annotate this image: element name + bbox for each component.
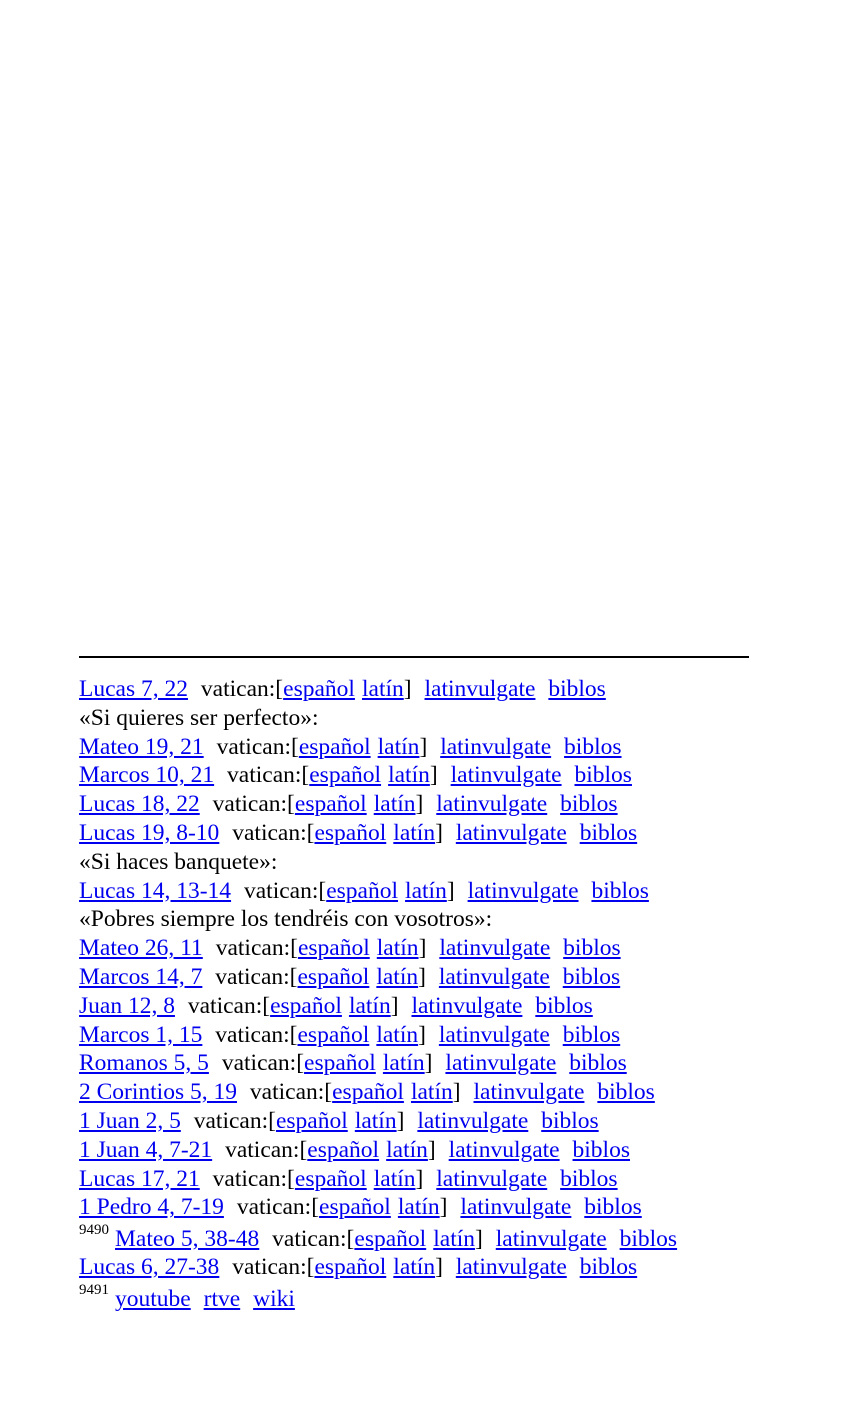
latinvulgate-link[interactable]: latinvulgate xyxy=(438,963,550,990)
latinvulgate-link[interactable]: latinvulgate xyxy=(460,1194,572,1221)
vatican-latin-link[interactable]: latín xyxy=(354,1107,397,1134)
vatican-latin-link[interactable]: latín xyxy=(373,791,416,818)
scripture-reference-link[interactable]: 2 Corintios 5, 19 xyxy=(79,1079,237,1106)
biblos-link[interactable]: biblos xyxy=(569,1050,627,1077)
reference-line xyxy=(79,790,779,819)
biblos-link[interactable]: biblos xyxy=(548,676,606,702)
vatican-espanol-link[interactable]: español xyxy=(298,733,371,760)
scripture-reference-link[interactable]: Mateo 5, 38-48 xyxy=(115,1226,260,1253)
latinvulgate-link[interactable]: latinvulgate xyxy=(448,1136,560,1163)
vatican-espanol-link[interactable]: español xyxy=(319,1194,391,1221)
latinvulgate-link[interactable]: latinvulgate xyxy=(455,1254,567,1281)
vatican-latin-link[interactable]: latín xyxy=(386,1136,428,1163)
latinvulgate-link[interactable]: latinvulgate xyxy=(411,992,523,1019)
quote-heading-line xyxy=(79,848,779,877)
vatican-espanol-link[interactable]: español xyxy=(304,1050,376,1077)
bracket-close: ] xyxy=(415,1165,424,1192)
bracket-close: ] xyxy=(415,791,424,818)
vatican-latin-link[interactable]: latín xyxy=(376,963,419,990)
vatican-label: vatican:[ xyxy=(216,733,299,760)
scripture-reference-link[interactable]: Lucas 7, 22 xyxy=(79,676,188,702)
latinvulgate-link[interactable]: latinvulgate xyxy=(473,1079,585,1106)
biblos-link[interactable]: biblos xyxy=(579,1254,638,1281)
biblos-link[interactable]: biblos xyxy=(562,1021,621,1048)
scripture-reference-link[interactable]: Lucas 17, 21 xyxy=(79,1165,200,1192)
reference-line xyxy=(79,934,779,963)
biblos-link[interactable]: biblos xyxy=(564,733,622,760)
latinvulgate-link[interactable]: latinvulgate xyxy=(436,791,548,818)
vatican-espanol-link[interactable]: español xyxy=(314,1254,387,1281)
vatican-latin-link[interactable]: latín xyxy=(433,1226,476,1253)
vatican-label: vatican:[ xyxy=(249,1079,333,1106)
scripture-reference-link[interactable]: 1 Juan 2, 5 xyxy=(79,1107,181,1134)
vatican-label: vatican:[ xyxy=(215,1021,298,1048)
bracket-close: ] xyxy=(435,1254,443,1281)
biblos-link[interactable]: biblos xyxy=(597,1079,655,1106)
vatican-espanol-link[interactable]: español xyxy=(294,1165,367,1192)
latinvulgate-link[interactable]: latinvulgate xyxy=(436,1165,548,1192)
vatican-latin-link[interactable]: latín xyxy=(373,1165,416,1192)
vatican-label: vatican:[ xyxy=(272,1226,355,1253)
bracket-close: ] xyxy=(435,819,443,846)
bracket-close: ] xyxy=(418,1021,426,1048)
reference-line xyxy=(79,819,779,848)
reference-line xyxy=(79,992,779,1021)
bracket-close: ] xyxy=(452,1079,461,1106)
biblos-link[interactable]: biblos xyxy=(619,1226,678,1253)
reference-line xyxy=(79,1253,779,1282)
scripture-reference-link[interactable]: Marcos 10, 21 xyxy=(79,762,215,789)
vatican-espanol-link[interactable]: español xyxy=(326,877,398,904)
reference-line xyxy=(79,1021,779,1050)
vatican-label: vatican:[ xyxy=(236,1194,320,1221)
scripture-reference-link[interactable]: 1 Juan 4, 7-21 xyxy=(79,1136,213,1163)
vatican-label: vatican:[ xyxy=(215,963,298,990)
reference-line xyxy=(79,1282,779,1313)
vatican-espanol-link[interactable]: español xyxy=(354,1226,427,1253)
biblos-link[interactable]: biblos xyxy=(560,1165,618,1192)
vatican-latin-link[interactable]: latín xyxy=(410,1079,453,1106)
vatican-label: vatican:[ xyxy=(212,1165,295,1192)
vatican-espanol-link[interactable]: español xyxy=(332,1079,404,1106)
scripture-reference-link[interactable]: Lucas 6, 27-38 xyxy=(79,1254,220,1281)
quote-heading: «Si haces banquete»: xyxy=(79,848,278,875)
quote-heading: «Pobres siempre los tendréis con vosotros»: xyxy=(79,906,493,933)
biblos-link[interactable]: biblos xyxy=(579,819,638,846)
vatican-latin-link[interactable]: latín xyxy=(376,1021,419,1048)
biblos-link[interactable]: biblos xyxy=(572,1136,630,1163)
biblos-link[interactable]: biblos xyxy=(562,963,621,990)
biblos-link[interactable]: biblos xyxy=(591,877,649,904)
footnotes-block xyxy=(79,675,779,1313)
latinvulgate-link[interactable]: latinvulgate xyxy=(450,762,562,789)
rtve-link[interactable]: rtve xyxy=(203,1285,241,1312)
reference-line xyxy=(79,963,779,992)
bracket-close: ] xyxy=(418,963,426,990)
vatican-latin-link[interactable]: latín xyxy=(397,1194,440,1221)
bracket-close: ] xyxy=(429,762,438,789)
vatican-label: vatican:[ xyxy=(212,791,295,818)
reference-line xyxy=(79,1222,779,1253)
biblos-link[interactable]: biblos xyxy=(560,791,618,818)
vatican-espanol-link[interactable]: español xyxy=(297,935,370,962)
latinvulgate-link[interactable]: latinvulgate xyxy=(417,1107,529,1134)
latinvulgate-link[interactable]: latinvulgate xyxy=(445,1050,557,1077)
vatican-espanol-link[interactable]: español xyxy=(297,1021,370,1048)
footnote-number: 9490 xyxy=(79,1222,109,1239)
reference-line xyxy=(79,1049,779,1078)
vatican-label: vatican:[ xyxy=(215,935,298,962)
biblos-link[interactable]: biblos xyxy=(574,762,632,789)
vatican-espanol-link[interactable]: español xyxy=(294,791,367,818)
scripture-reference-link[interactable]: Romanos 5, 5 xyxy=(79,1050,209,1077)
quote-heading-line xyxy=(79,704,779,733)
reference-line xyxy=(79,1193,779,1222)
scripture-reference-link[interactable]: Lucas 14, 13-14 xyxy=(79,877,232,904)
vatican-latin-link[interactable]: latín xyxy=(377,733,420,760)
biblos-link[interactable]: biblos xyxy=(563,935,621,962)
vatican-label: vatican:[ xyxy=(187,992,271,1019)
vatican-label: vatican:[ xyxy=(200,676,284,702)
youtube-link[interactable]: youtube xyxy=(115,1285,191,1312)
vatican-label: vatican:[ xyxy=(232,1254,315,1281)
footnote-number: 9491 xyxy=(79,1281,109,1298)
bracket-close: ] xyxy=(424,1050,433,1077)
vatican-espanol-link[interactable]: español xyxy=(275,1107,348,1134)
vatican-label: vatican:[ xyxy=(232,819,315,846)
quote-heading-line xyxy=(79,905,779,934)
bracket-close: ] xyxy=(403,676,412,702)
bracket-close: ] xyxy=(427,1136,436,1163)
quote-heading: «Si quieres ser perfecto»: xyxy=(79,704,319,731)
bracket-close: ] xyxy=(396,1107,405,1134)
latinvulgate-link[interactable]: latinvulgate xyxy=(424,676,536,702)
bracket-close: ] xyxy=(439,1194,448,1221)
reference-line xyxy=(79,1107,779,1136)
footnote-separator-rule xyxy=(79,656,749,658)
vatican-label: vatican:[ xyxy=(193,1107,276,1134)
scripture-reference-link[interactable]: 1 Pedro 4, 7-19 xyxy=(79,1194,224,1221)
biblos-link[interactable]: biblos xyxy=(535,992,593,1019)
bracket-close: ] xyxy=(390,992,399,1019)
latinvulgate-link[interactable]: latinvulgate xyxy=(440,733,552,760)
vatican-latin-link[interactable]: latín xyxy=(361,676,404,702)
vatican-espanol-link[interactable]: español xyxy=(307,1136,380,1163)
vatican-latin-link[interactable]: latín xyxy=(405,877,447,904)
bracket-close: ] xyxy=(475,1226,483,1253)
reference-line xyxy=(79,761,779,790)
vatican-label: vatican:[ xyxy=(243,877,327,904)
vatican-espanol-link[interactable]: español xyxy=(283,676,355,702)
reference-line xyxy=(79,675,779,704)
latinvulgate-link[interactable]: latinvulgate xyxy=(438,1021,550,1048)
latinvulgate-link[interactable]: latinvulgate xyxy=(467,877,579,904)
scripture-reference-link[interactable]: Marcos 1, 15 xyxy=(79,1021,203,1048)
vatican-label: vatican:[ xyxy=(227,762,310,789)
reference-line xyxy=(79,1165,779,1194)
vatican-latin-link[interactable]: latín xyxy=(382,1050,425,1077)
vatican-latin-link[interactable]: latín xyxy=(388,762,430,789)
vatican-espanol-link[interactable]: español xyxy=(297,963,370,990)
scripture-reference-link[interactable]: Lucas 18, 22 xyxy=(79,791,200,818)
vatican-latin-link[interactable]: latín xyxy=(348,992,391,1019)
vatican-latin-link[interactable]: latín xyxy=(376,935,419,962)
scripture-reference-link[interactable]: Marcos 14, 7 xyxy=(79,963,203,990)
biblos-link[interactable]: biblos xyxy=(541,1107,599,1134)
vatican-espanol-link[interactable]: español xyxy=(314,819,387,846)
latinvulgate-link[interactable]: latinvulgate xyxy=(455,819,567,846)
vatican-espanol-link[interactable]: español xyxy=(270,992,342,1019)
scripture-reference-link[interactable]: Juan 12, 8 xyxy=(79,992,175,1019)
reference-line xyxy=(79,1078,779,1107)
bracket-close: ] xyxy=(419,733,428,760)
reference-line xyxy=(79,1136,779,1165)
reference-line xyxy=(79,877,779,906)
vatican-label: vatican:[ xyxy=(225,1136,308,1163)
scripture-reference-link[interactable]: Mateo 26, 11 xyxy=(79,935,203,962)
vatican-label: vatican:[ xyxy=(221,1050,305,1077)
biblos-link[interactable]: biblos xyxy=(584,1194,642,1221)
bracket-close: ] xyxy=(418,935,427,962)
wiki-link[interactable]: wiki xyxy=(253,1285,295,1312)
latinvulgate-link[interactable]: latinvulgate xyxy=(439,935,551,962)
vatican-espanol-link[interactable]: español xyxy=(309,762,382,789)
vatican-latin-link[interactable]: latín xyxy=(393,1254,436,1281)
scripture-reference-link[interactable]: Mateo 19, 21 xyxy=(79,733,204,760)
scripture-reference-link[interactable]: Lucas 19, 8-10 xyxy=(79,819,220,846)
reference-line xyxy=(79,733,779,762)
latinvulgate-link[interactable]: latinvulgate xyxy=(495,1226,607,1253)
bracket-close: ] xyxy=(446,877,455,904)
vatican-latin-link[interactable]: latín xyxy=(393,819,436,846)
